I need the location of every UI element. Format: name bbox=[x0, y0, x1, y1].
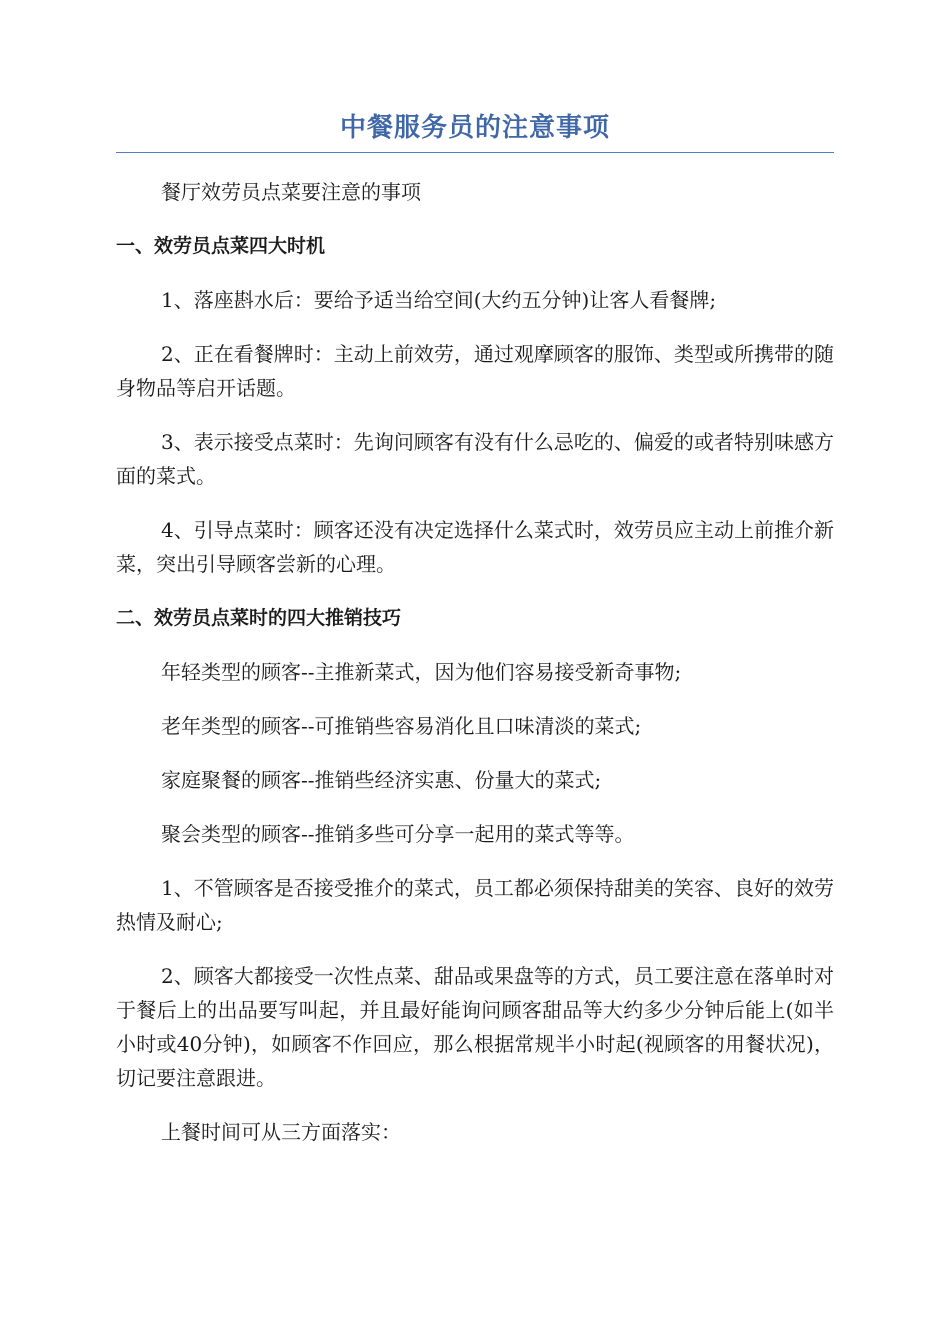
paragraph: 4、引导点菜时：顾客还没有决定选择什么菜式时，效劳员应主动上前推介新菜，突出引导顾客尝新的心理。 bbox=[116, 518, 834, 576]
paragraph: 聚会类型的顾客--推销多些可分享一起用的菜式等等。 bbox=[161, 822, 635, 846]
section-heading-1: 一、效劳员点菜四大时机 bbox=[116, 235, 326, 257]
paragraph: 年轻类型的顾客--主推新菜式，因为他们容易接受新奇事物; bbox=[161, 660, 682, 684]
document-body bbox=[116, 175, 834, 1149]
paragraph: 老年类型的顾客--可推销些容易消化且口味清淡的菜式; bbox=[161, 714, 642, 738]
paragraph: 1、落座斟水后：要给予适当给空间(大约五分钟)让客人看餐牌; bbox=[161, 288, 717, 312]
document-title: 中餐服务员的注意事项 bbox=[116, 108, 834, 153]
paragraph: 上餐时间可从三方面落实： bbox=[161, 1120, 401, 1144]
intro-paragraph: 餐厅效劳员点菜要注意的事项 bbox=[161, 180, 421, 204]
paragraph: 2、顾客大都接受一次性点菜、甜品或果盘等的方式，员工要注意在落单时对于餐后上的出品要写叫起，并且最好能询问顾客甜品等大约多少分钟后能上(如半小时或40分钟)，如顾客不作回应，那么根据常规半小时起(视顾客的用餐状况)，切记要注意跟进。 bbox=[116, 964, 834, 1090]
paragraph: 3、表示接受点菜时：先询问顾客有没有什么忌吃的、偏爱的或者特别味感方面的菜式。 bbox=[116, 430, 834, 488]
document-page bbox=[116, 108, 834, 1169]
paragraph: 家庭聚餐的顾客--推销些经济实惠、份量大的菜式; bbox=[161, 768, 602, 792]
section-heading-2: 二、效劳员点菜时的四大推销技巧 bbox=[116, 607, 402, 629]
paragraph: 2、正在看餐牌时：主动上前效劳，通过观摩顾客的服饰、类型或所携带的随身物品等启开话题。 bbox=[116, 342, 834, 400]
paragraph: 1、不管顾客是否接受推介的菜式，员工都必须保持甜美的笑容、良好的效劳热情及耐心; bbox=[116, 876, 834, 934]
